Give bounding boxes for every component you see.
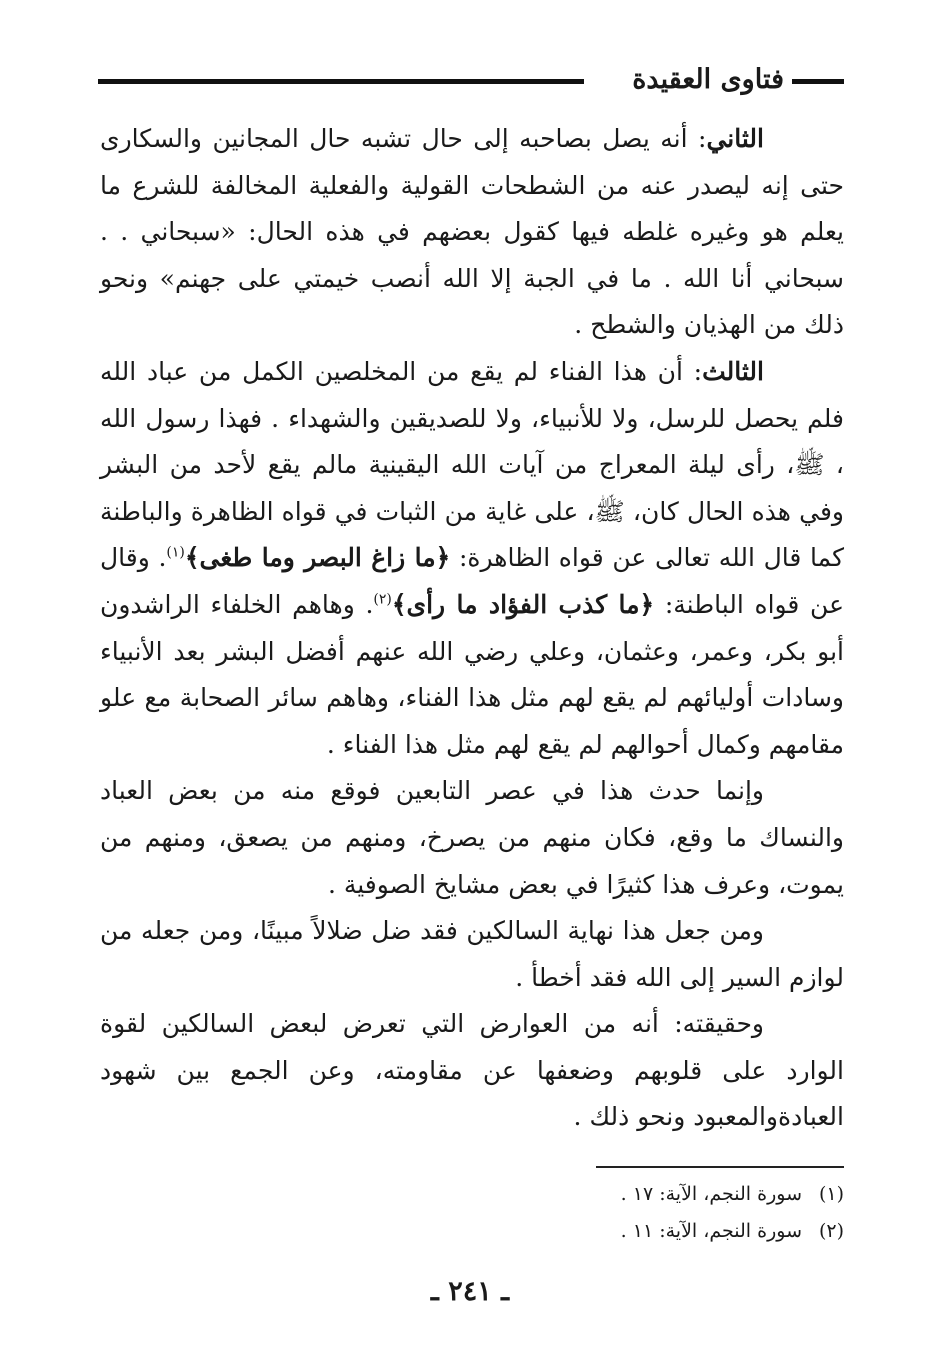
page-number: ـ ٢٤١ ـ bbox=[430, 1276, 510, 1307]
footnote-number: (١) bbox=[818, 1183, 844, 1205]
footnote-ref: (١) bbox=[166, 545, 185, 562]
paragraph-text: . وقال عن قواه الباطنة: bbox=[100, 543, 844, 619]
running-header bbox=[98, 60, 844, 100]
quran-quote: ﴿ما زاغ البصر وما طغى﴾ bbox=[184, 543, 451, 573]
paragraph-label: الثاني bbox=[706, 124, 764, 153]
footnote bbox=[344, 1213, 844, 1250]
paragraph-text: : أن هذا الفناء لم يقع من المخلصين الكمل من عباد الله فلم يحصل للرسل، ولا للأنبياء، ولا للصديقين والشهداء . فهذا رسول الله ، ﷺ، رأى ليلة المعراج من آيات الله اليقينية مالم يقع لأحد من البشر وفي هذه الحال كان، ﷺ، على غاية من الثبات في قواه الظاهرة والباطنة كما قال الله تعالى عن قواه الظاهرة: bbox=[100, 356, 845, 573]
paragraph-text: . وهاهم الخلفاء الراشدون أبو بكر، وعمر، وعثمان، وعلي رضي الله عنهم أفضل البشر بعد الأنبياء وسادات أوليائهم لم يقع لهم مثل هذا الفناء، وهاهم سائر الصحابة مع علو مقامهم وكمال أحوالهم لم يقع لهم مثل هذا الفناء . bbox=[100, 589, 844, 759]
paragraph-label: الثالث bbox=[702, 356, 764, 386]
footnotes bbox=[344, 1176, 844, 1250]
footnote-text: سورة النجم، الآية: ١١ . bbox=[620, 1220, 802, 1242]
footnote-number: (٢) bbox=[818, 1220, 844, 1242]
header-rule-long bbox=[98, 79, 584, 84]
footnote-separator bbox=[596, 1166, 844, 1168]
footnote bbox=[344, 1176, 844, 1213]
paragraph-fourth: وإنما حدث هذا في عصر التابعين فوقع منه من بعض العباد والنساك ما وقع، فكان منهم من يصرخ، ومنهم من يصعق، ومنهم من يموت، وعرف هذا كثيرًا في بعض مشايخ الصوفية . bbox=[100, 776, 844, 899]
paragraph-sixth: وحقيقته: أنه من العوارض التي تعرض لبعض السالكين لقوة الوارد على قلوبهم وضعفها عن مقاومته، وعن الجمع بين شهود العبادةوالمعبود ونحو ذلك . bbox=[100, 1009, 844, 1132]
footnote-text: سورة النجم، الآية: ١٧ . bbox=[620, 1183, 802, 1205]
paragraph-second bbox=[100, 116, 844, 349]
paragraph-text: : أنه يصل بصاحبه إلى حال تشبه حال المجانين والسكارى حتى إنه ليصدر عنه من الشطحات القولية والفعلية المخالفة للشرع ما يعلم هو وغيره غلطه فيها كقول بعضهم في هذه الحال: «سبحاني . . سبحاني أنا الله . ما في الجبة إلا الله أنصب خيمتي على جهنم» ونحو ذلك من الهذيان والشطح . bbox=[100, 124, 844, 340]
header-title: فتاوى العقيدة bbox=[632, 64, 784, 95]
header-rule-short bbox=[792, 79, 844, 84]
quran-quote: ﴿ما كذب الفؤاد ما رأى﴾ bbox=[391, 589, 655, 619]
footnote-ref: (٢) bbox=[373, 591, 392, 608]
body-text bbox=[100, 116, 844, 1141]
paragraph-fifth: ومن جعل هذا نهاية السالكين فقد ضل ضلالاً مبينًا، ومن جعله من لوازم السير إلى الله فقد أخطأ . bbox=[100, 916, 844, 992]
paragraph-third bbox=[100, 349, 844, 768]
